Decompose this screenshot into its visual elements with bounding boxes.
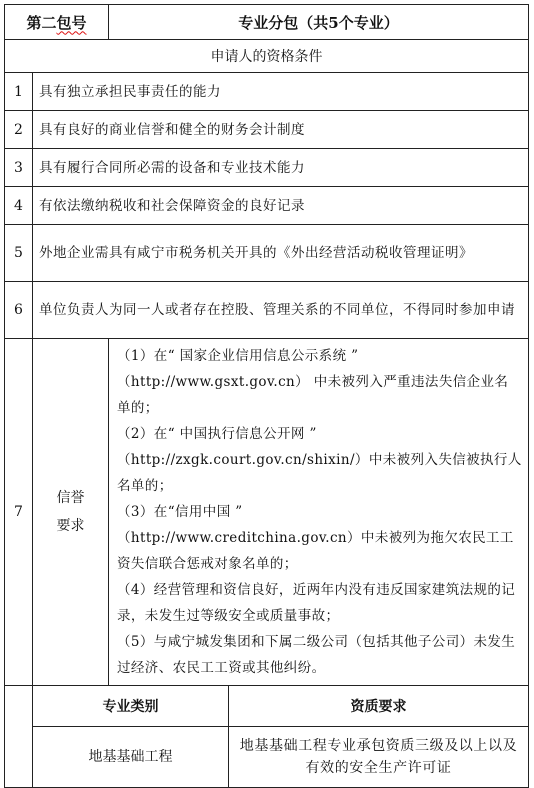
table-row <box>5 225 529 282</box>
category-cell: 地基基础工程 <box>33 727 229 788</box>
empty-cell <box>5 686 33 788</box>
credit-item: （http://www.gsxt.gov.cn） 中未被列入严重违法失信企业名单的； <box>117 374 509 416</box>
row-text: 外地企业需具有咸宁市税务机关开具的《外出经营活动税收管理证明》 <box>33 225 529 282</box>
credit-item: （http://www.creditchina.gov.cn）中未被列为拖欠农民工工资失信联合惩戒对象名单的； <box>117 530 514 572</box>
requirement-cell: 地基基础工程专业承包资质三级及以上以及有效的安全生产许可证 <box>229 727 529 788</box>
credit-item: （2）在“ 中国执行信息公开网 ” <box>117 426 317 442</box>
package-number-header: 第二包号 <box>5 5 109 40</box>
row-number: 4 <box>5 187 33 225</box>
qualification-table <box>4 4 529 788</box>
row-number: 6 <box>5 282 33 339</box>
row-number: 7 <box>5 339 33 686</box>
row-number: 1 <box>5 73 33 111</box>
section-title: 申请人的资格条件 <box>5 40 529 73</box>
credit-label-line: 信誉 <box>56 490 85 506</box>
row-number: 5 <box>5 225 33 282</box>
credit-item: （5）与咸宁城发集团和下属二级公司（包括其他子公司）未发生过经济、农民工工资或其他纠纷。 <box>117 634 516 676</box>
credit-item: （http://zxgk.court.gov.cn/shixin/）中未被列入失信被执行人名单的； <box>117 452 522 494</box>
table-row <box>5 282 529 339</box>
package-title-header: 专业分包（共5个专业） <box>109 5 529 40</box>
category-header: 专业类别 <box>33 686 229 727</box>
row-text: 具有独立承担民事责任的能力 <box>33 73 529 111</box>
table-header-row <box>5 5 529 40</box>
spellcheck-marked-text: 包号 <box>56 13 87 32</box>
row-text: 具有良好的商业信誉和健全的财务会计制度 <box>33 111 529 149</box>
credit-requirements-row <box>5 339 529 686</box>
credit-requirements-text <box>109 339 529 686</box>
credit-item: （1）在“ 国家企业信用信息公示系统 ” <box>117 348 359 364</box>
table-row <box>5 111 529 149</box>
section-title-row <box>5 40 529 73</box>
qualification-row <box>5 727 529 788</box>
credit-label-line: 要求 <box>56 518 85 534</box>
qualification-header-row <box>5 686 529 727</box>
row-text: 具有履行合同所必需的设备和专业技术能力 <box>33 149 529 187</box>
row-number: 2 <box>5 111 33 149</box>
credit-requirements-label <box>33 339 109 686</box>
table-row <box>5 73 529 111</box>
requirement-header: 资质要求 <box>229 686 529 727</box>
row-text: 有依法缴纳税收和社会保障资金的良好记录 <box>33 187 529 225</box>
table-row <box>5 187 529 225</box>
credit-item: （3）在“信用中国 ” <box>117 504 243 520</box>
row-number: 3 <box>5 149 33 187</box>
table-row <box>5 149 529 187</box>
row-text: 单位负责人为同一人或者存在控股、管理关系的不同单位，不得同时参加申请 <box>33 282 529 339</box>
credit-item: （4）经营管理和资信良好，近两年内没有违反国家建筑法规的记录，未发生过等级安全或质量事故； <box>117 582 516 624</box>
